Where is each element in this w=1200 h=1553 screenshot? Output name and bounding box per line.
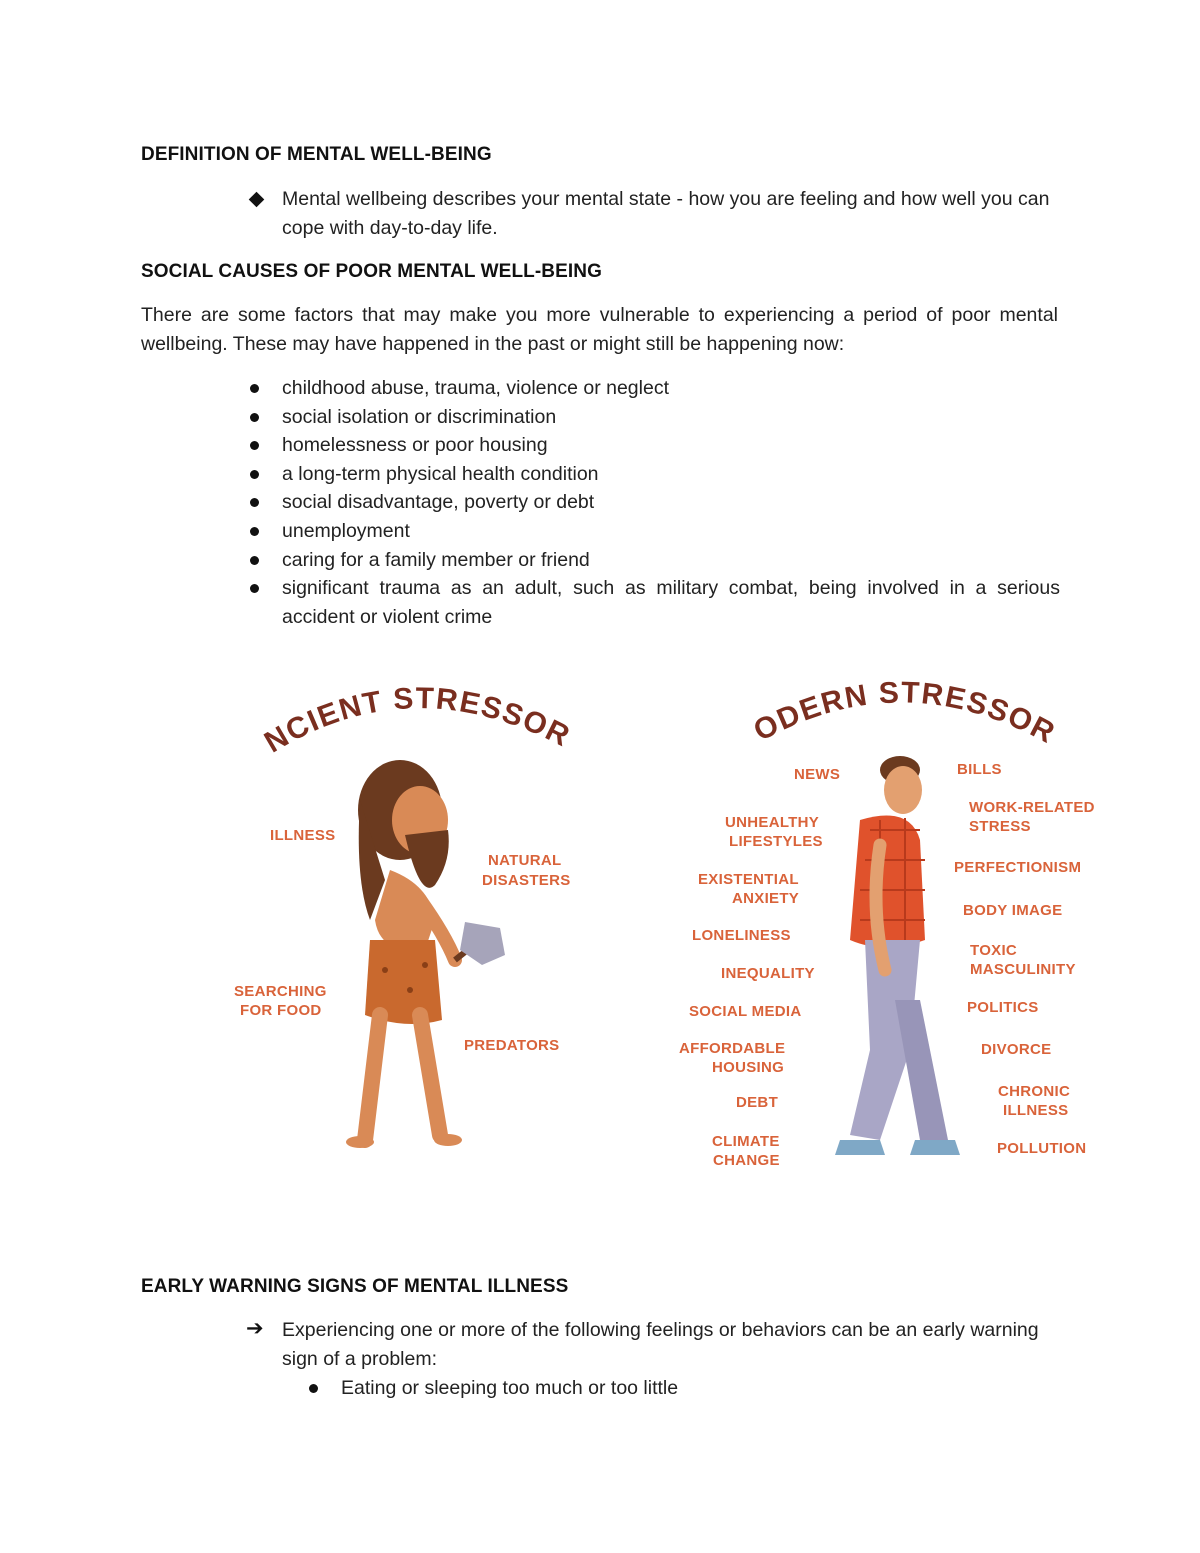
bullet-dot-icon xyxy=(250,413,259,422)
diamond-bullet-icon xyxy=(249,192,265,208)
bullet-dot-icon xyxy=(250,584,259,593)
stressor-label: ILLNESS xyxy=(270,827,336,844)
stressor-label: CHANGE xyxy=(713,1152,780,1169)
warning-signs-text: Experiencing one or more of the following feelings or behaviors can be an early warning sign of a problem: xyxy=(282,1319,1039,1370)
stressor-label: POLLUTION xyxy=(997,1140,1087,1157)
stressor-label: CHRONIC xyxy=(998,1083,1071,1100)
list-item xyxy=(282,574,1060,631)
list-item xyxy=(282,488,1060,517)
list-item xyxy=(282,517,1060,546)
stressor-label: STRESS xyxy=(969,818,1031,835)
stressor-label: LONELINESS xyxy=(692,927,791,944)
list-item-text: homelessness or poor housing xyxy=(282,434,548,457)
warning-signs-list xyxy=(341,1374,1061,1403)
stressor-label: NATURAL xyxy=(488,852,562,869)
stressors-illustration xyxy=(220,670,1120,1200)
stressor-label: DEBT xyxy=(736,1094,779,1111)
list-item xyxy=(282,546,1060,575)
list-item-text: childhood abuse, trauma, violence or neglect xyxy=(282,377,669,399)
stressor-label: ILLNESS xyxy=(1003,1102,1069,1119)
stressor-label: AFFORDABLE xyxy=(679,1040,786,1057)
list-item-text: unemployment xyxy=(282,519,410,542)
stressor-label: HOUSING xyxy=(712,1059,785,1076)
stressor-label: ANXIETY xyxy=(732,890,800,907)
stressor-label: MASCULINITY xyxy=(970,961,1076,978)
list-item xyxy=(341,1374,1061,1403)
bullet-dot-icon xyxy=(250,441,259,450)
list-item-text: social isolation or discrimination xyxy=(282,405,557,428)
arrow-bullet-icon: ➔ xyxy=(246,1317,264,1340)
stressor-label: NEWS xyxy=(794,766,841,783)
list-item xyxy=(282,374,1060,403)
stressor-label: EXISTENTIAL xyxy=(698,871,799,888)
ancient-stressors-title: NCIENT STRESSOR xyxy=(259,682,576,760)
modern-stressors-title: ODERN STRESSOR xyxy=(748,676,1061,751)
bullet-dot-icon xyxy=(250,384,259,393)
stressor-label: CLIMATE xyxy=(712,1133,780,1150)
stressor-label: PREDATORS xyxy=(464,1037,560,1054)
stressor-label: SEARCHING xyxy=(234,983,327,1000)
social-causes-list xyxy=(282,374,1060,631)
stressor-label: POLITICS xyxy=(967,999,1039,1016)
list-item-text: a long-term physical health condition xyxy=(282,462,599,485)
bullet-dot-icon xyxy=(309,1384,318,1393)
list-item-text: caring for a family member or friend xyxy=(282,548,590,571)
stressor-label: DISASTERS xyxy=(482,872,571,889)
list-item xyxy=(282,403,1060,432)
stressor-label: BODY IMAGE xyxy=(963,902,1063,919)
bullet-dot-icon xyxy=(250,498,259,507)
modern-man-figure xyxy=(835,756,960,1155)
stressor-label: FOR FOOD xyxy=(240,1002,322,1019)
bullet-dot-icon xyxy=(250,470,259,479)
stressor-label: WORK-RELATED xyxy=(969,799,1095,816)
definition-text: Mental wellbeing describes your mental state - how you are feeling and how well you can cope with day-to-day life. xyxy=(282,188,1050,239)
definition-heading: DEFINITION OF MENTAL WELL-BEING xyxy=(141,144,492,165)
stressors-infographic xyxy=(220,670,1120,1200)
stressor-label: DIVORCE xyxy=(981,1041,1052,1058)
social-causes-heading: SOCIAL CAUSES OF POOR MENTAL WELL-BEING xyxy=(141,261,602,282)
stressor-label: LIFESTYLES xyxy=(729,833,823,850)
warning-signs-heading: EARLY WARNING SIGNS OF MENTAL ILLNESS xyxy=(141,1276,569,1297)
list-item xyxy=(282,431,1060,460)
list-item xyxy=(282,460,1060,489)
stressor-label: TOXIC xyxy=(970,942,1018,959)
list-item-text: social disadvantage, poverty or debt xyxy=(282,491,595,514)
social-causes-intro: There are some factors that may make you more vulnerable to experiencing a period of poor mental wellbeing. These may have happened in the past or might still be happening now: xyxy=(141,304,1058,355)
stressor-label: UNHEALTHY xyxy=(725,814,820,831)
stressor-label: SOCIAL MEDIA xyxy=(689,1003,802,1020)
stressor-label: PERFECTIONISM xyxy=(954,859,1082,876)
stressor-label: INEQUALITY xyxy=(721,965,815,982)
bullet-dot-icon xyxy=(250,556,259,565)
list-item-text: Eating or sleeping too much or too little xyxy=(341,1377,679,1399)
bullet-dot-icon xyxy=(250,527,259,536)
list-item-text: significant trauma as an adult, such as military combat, being involved in a serious accident or violent crime xyxy=(282,577,1060,628)
stressor-label: BILLS xyxy=(957,761,1002,778)
caveman-figure xyxy=(346,760,505,1148)
